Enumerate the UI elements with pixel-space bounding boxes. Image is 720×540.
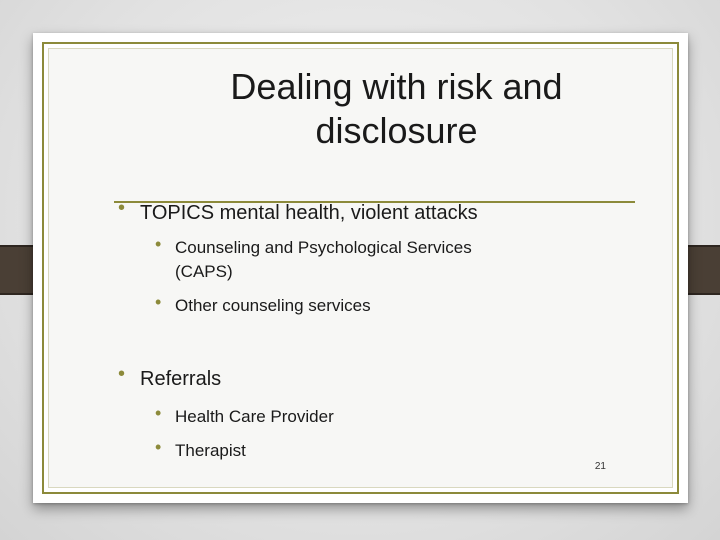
slide-border xyxy=(42,42,679,494)
page-number: 21 xyxy=(594,461,606,472)
slide-title: Dealing with risk and disclosure xyxy=(230,66,563,151)
sub-bullet-dot: • xyxy=(155,234,162,254)
bullet-dot: • xyxy=(118,197,126,219)
bullet-item: TOPICS mental health, violent attacks xyxy=(140,202,478,224)
sub-bullet-item: Health Care Provider xyxy=(175,407,334,426)
sub-bullet-dot: • xyxy=(155,292,162,312)
bullet-item: Referrals xyxy=(140,368,222,390)
sub-bullet-item: Counseling and Psychological Services xyxy=(175,238,472,257)
sub-bullet-item: Other counseling services xyxy=(175,296,371,315)
sub-bullet-dot: • xyxy=(155,437,162,457)
sub-bullet-dot: • xyxy=(155,403,162,423)
slide-content-area xyxy=(48,48,673,488)
bullet-dot: • xyxy=(118,363,126,385)
slide-card xyxy=(33,33,688,503)
sub-bullet-item-continuation: (CAPS) xyxy=(175,262,233,281)
bullet-list xyxy=(49,49,672,487)
sub-bullet-item: Therapist xyxy=(175,441,246,460)
